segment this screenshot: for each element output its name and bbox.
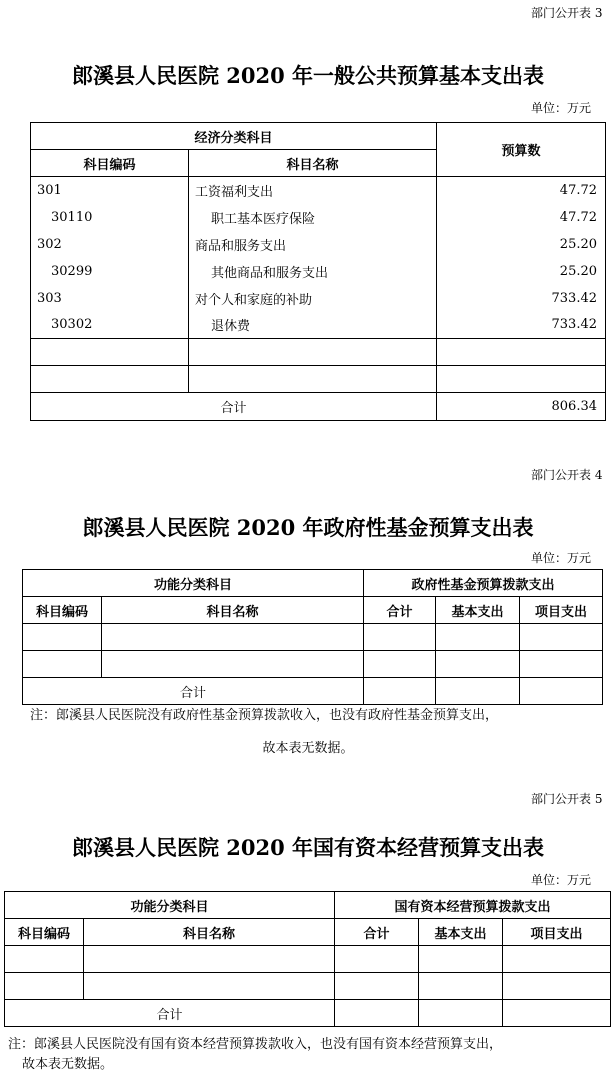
table-row-empty (5, 946, 611, 973)
row-name: 商品和服务支出 (189, 231, 437, 258)
row-name: 退休费 (189, 312, 437, 339)
table4-header-code: 科目编码 (23, 597, 102, 624)
table5-header-left: 功能分类科目 (5, 892, 335, 919)
table-row-empty (31, 339, 606, 366)
table5-header-right: 国有资本经营预算拨款支出 (335, 892, 611, 919)
table5-header-project: 项目支出 (503, 919, 611, 946)
row-amount: 25.20 (437, 258, 606, 285)
row-code: 30302 (31, 312, 189, 339)
table3-total-label: 合计 (31, 393, 437, 421)
table4-header-left: 功能分类科目 (23, 570, 364, 597)
row-name: 对个人和家庭的补助 (189, 285, 437, 312)
table-row-empty (5, 973, 611, 1000)
row-code: 30110 (31, 204, 189, 231)
table5-title: 郎溪县人民医院 2020 年国有资本经营预算支出表 (71, 835, 545, 860)
row-amount: 47.72 (437, 177, 606, 204)
table5-unit: 单位：万元 (531, 873, 592, 887)
table3 (30, 122, 606, 421)
table5 (4, 891, 611, 1027)
table4-note-line1: 注：郎溪县人民医院没有政府性基金预算拨款收入，也没有政府性基金预算支出， (30, 708, 499, 723)
row-code: 301 (31, 177, 189, 204)
table4-total-label: 合计 (23, 678, 364, 705)
table5-header-total: 合计 (335, 919, 419, 946)
row-amount: 733.42 (437, 285, 606, 312)
table3-header-code: 科目编码 (31, 150, 189, 177)
table-row (31, 177, 606, 204)
row-amount: 25.20 (437, 231, 606, 258)
table-row (31, 258, 606, 285)
table5-header-name: 科目名称 (84, 919, 335, 946)
table3-total-amount: 806.34 (437, 393, 606, 421)
table3-header-amount: 预算数 (437, 123, 606, 177)
table-row (31, 231, 606, 258)
row-code: 302 (31, 231, 189, 258)
table3-title: 郎溪县人民医院 2020 年一般公共预算基本支出表 (71, 63, 545, 88)
table4-header-total: 合计 (364, 597, 436, 624)
table4-header-name: 科目名称 (102, 597, 364, 624)
table4-tag: 部门公开表 4 (531, 468, 603, 482)
table4-header-project: 项目支出 (520, 597, 603, 624)
table4-note-line2: 故本表无数据。 (262, 741, 354, 756)
row-name: 职工基本医疗保险 (189, 204, 437, 231)
table5-tag: 部门公开表 5 (531, 792, 603, 806)
table-row (31, 312, 606, 339)
row-name: 其他商品和服务支出 (189, 258, 437, 285)
table3-tag: 部门公开表 3 (531, 6, 603, 20)
table3-header-name: 科目名称 (189, 150, 437, 177)
table4-header-right: 政府性基金预算拨款支出 (364, 570, 603, 597)
table4-header-basic: 基本支出 (436, 597, 520, 624)
row-code: 30299 (31, 258, 189, 285)
table4 (22, 569, 603, 705)
row-amount: 733.42 (437, 312, 606, 339)
table4-title: 郎溪县人民医院 2020 年政府性基金预算支出表 (82, 515, 534, 540)
table3-unit: 单位：万元 (531, 101, 592, 115)
table5-note-line2: 故本表无数据。 (22, 1057, 114, 1072)
row-code: 303 (31, 285, 189, 312)
table3-header-group: 经济分类科目 (31, 123, 437, 150)
table-row (31, 204, 606, 231)
table5-note-line1: 注：郎溪县人民医院没有国有资本经营预算拨款收入，也没有国有资本经营预算支出， (8, 1037, 503, 1052)
row-name: 工资福利支出 (189, 177, 437, 204)
table5-header-code: 科目编码 (5, 919, 84, 946)
table-row-empty (31, 366, 606, 393)
table5-header-basic: 基本支出 (419, 919, 503, 946)
table-row-empty (23, 651, 603, 678)
row-amount: 47.72 (437, 204, 606, 231)
table-row-empty (23, 624, 603, 651)
table5-total-label: 合计 (5, 1000, 335, 1027)
table4-unit: 单位：万元 (531, 551, 592, 565)
table-row (31, 285, 606, 312)
